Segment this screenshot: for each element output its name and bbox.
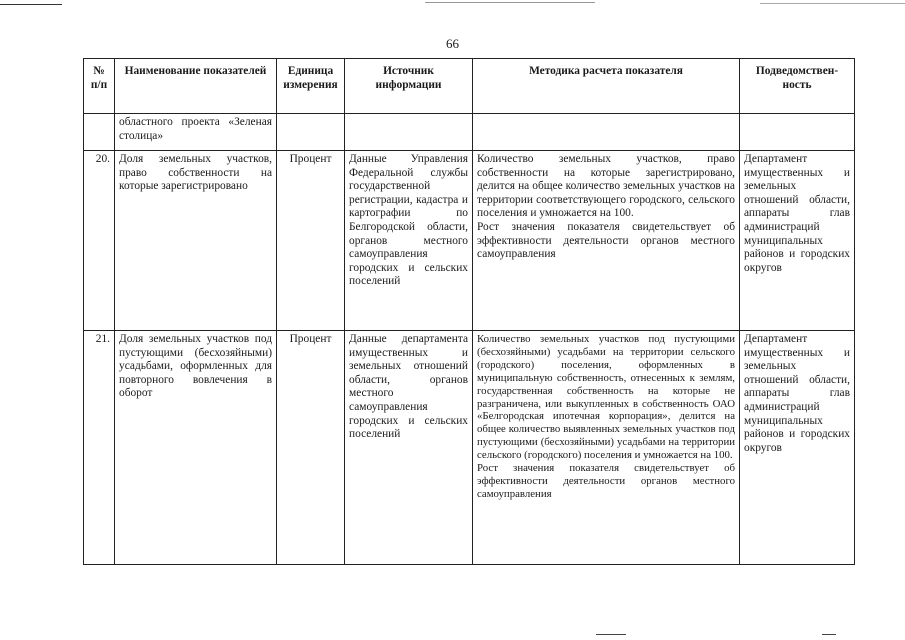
method-paragraph: Рост значения показателя свидетельствует об эффективности деятельности органов местного самоуправления [477, 220, 735, 261]
cell-indicator-name: областного проекта «Зеленая столица» [115, 114, 277, 151]
cell-method [473, 114, 740, 151]
method-paragraph: Количество земельных участков под пустующими (бесхозяйными) усадьбами на территории сельского (городского) поселения, оформленных в муниципальную собственность, отнесенных к землям, государственная собственность на которые не разграничена, или выкупленных в собственность ОАО «Белгородская ипотечная корпорация», делится на общее количество выявленных земельных участков под пустующими (бесхозяйными) усадьбами на территории сельского (городского) поселения и умножается на 100. [477, 333, 735, 462]
header-indicator-name: Наименование показателей [115, 59, 277, 114]
table-row-continuation [84, 114, 855, 151]
cell-subordination: Департамент имущественных и земельных отношений области, аппараты глав администраций муниципальных районов и городских округов [740, 151, 855, 331]
table-header-row [84, 59, 855, 114]
scan-edge-top-mid [425, 2, 595, 3]
cell-unit [277, 114, 345, 151]
table-row [84, 151, 855, 331]
cell-method [473, 151, 740, 331]
cell-unit: Процент [277, 151, 345, 331]
cell-subordination [740, 114, 855, 151]
cell-source: Данные Управления Федеральной службы государственной регистрации, кадастра и картографии по Белгородской области, органов местного самоуправления городских и сельских поселений [345, 151, 473, 331]
header-unit: Единица измерения [277, 59, 345, 114]
cell-source [345, 114, 473, 151]
scan-edge-top-left [0, 4, 62, 5]
cell-indicator-name: Доля земельных участков под пустующими (бесхозяйными) усадьбами, оформленных для повторного вовлечения в оборот [115, 331, 277, 565]
indicators-table [83, 58, 855, 565]
scan-edge-bottom-right-2 [822, 634, 836, 635]
header-method: Методика расчета показателя [473, 59, 740, 114]
cell-method [473, 331, 740, 565]
header-subordination: Подведомствен-ность [740, 59, 855, 114]
cell-unit: Процент [277, 331, 345, 565]
header-number: № п/п [84, 59, 115, 114]
cell-number: 20. [84, 151, 115, 331]
scan-edge-top-right [760, 3, 905, 4]
cell-subordination: Департамент имущественных и земельных отношений области, аппараты глав администраций муниципальных районов и городских округов [740, 331, 855, 565]
page-number: 66 [446, 36, 459, 51]
cell-number [84, 114, 115, 151]
cell-number: 21. [84, 331, 115, 565]
cell-indicator-name: Доля земельных участков, право собственности на которые зарегистрировано [115, 151, 277, 331]
method-paragraph: Рост значения показателя свидетельствует об эффективности деятельности органов местного самоуправления [477, 462, 735, 500]
table-row [84, 331, 855, 565]
scan-edge-bottom-right [596, 634, 626, 635]
method-paragraph: Количество земельных участков, право собственности на которые зарегистрировано, делится на общее количество земельных участков на территории соответствующего городского, сельского поселения и умножается на 100. [477, 153, 735, 220]
cell-source: Данные департамента имущественных и земельных отношений области, органов местного самоуправления городских и сельских поселений [345, 331, 473, 565]
header-source: Источник информации [345, 59, 473, 114]
